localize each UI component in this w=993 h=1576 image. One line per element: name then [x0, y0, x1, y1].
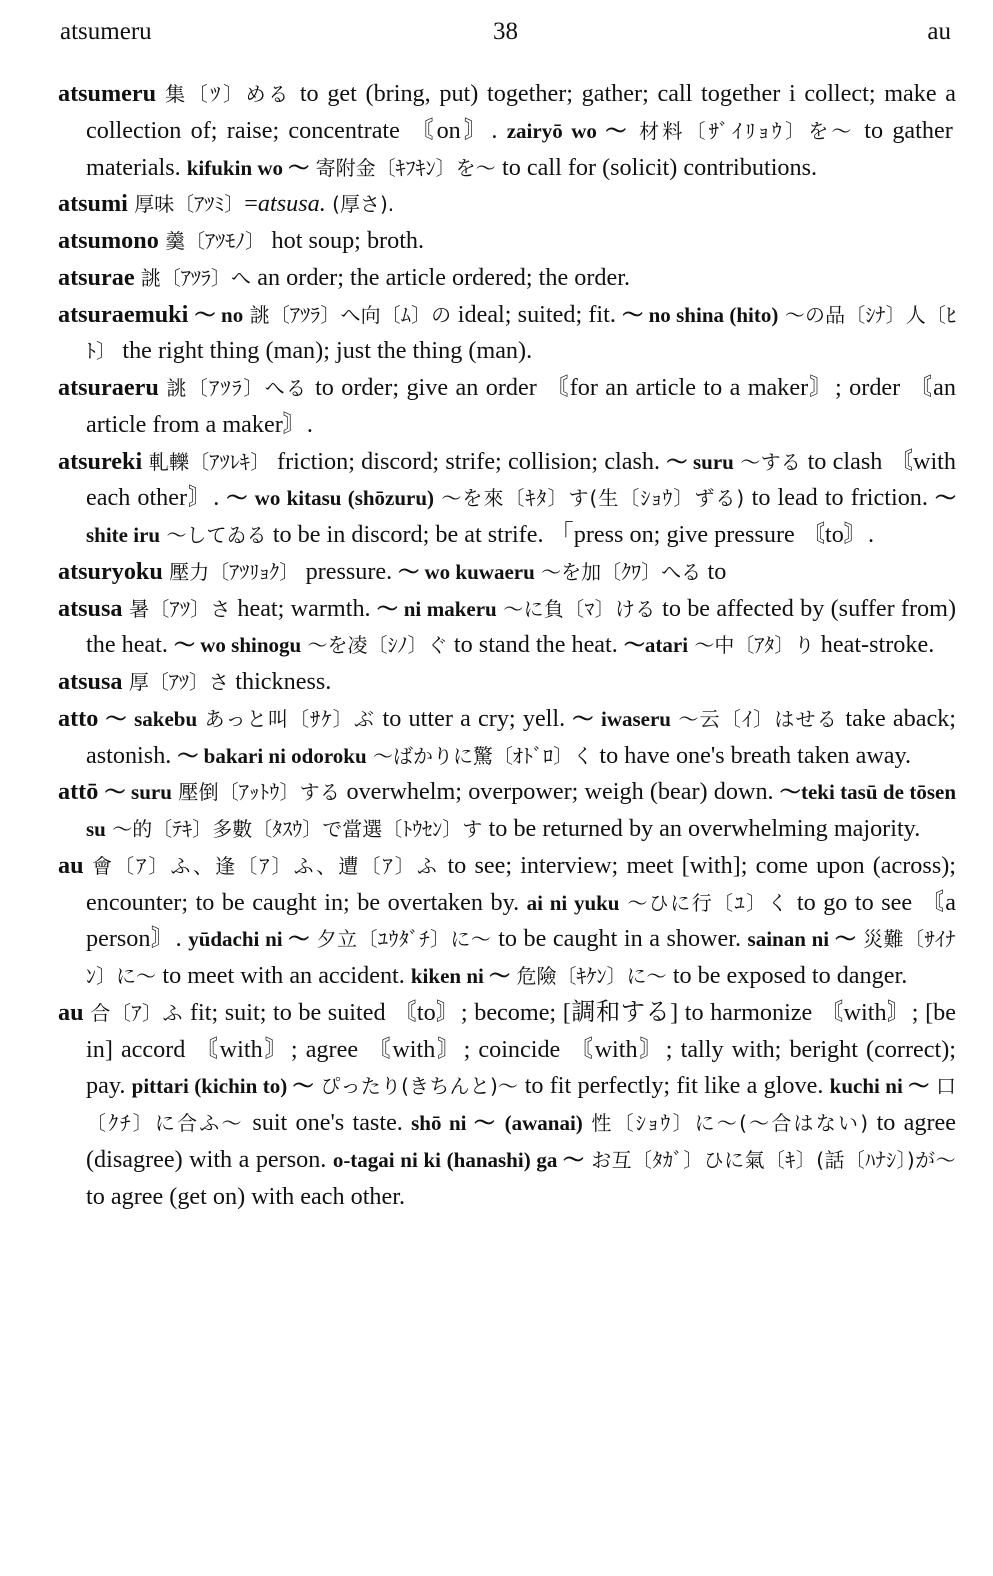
definition-text: heat; warmth.: [237, 594, 377, 622]
headword: atsureki: [58, 447, 143, 475]
definition-text: to agree (disagree) with a person.: [86, 1109, 957, 1173]
headword: attō: [58, 778, 99, 806]
definition-text: =: [244, 190, 258, 218]
definition-text: to call for (solicit) contributions.: [502, 153, 818, 181]
definition-text: the right thing (man); just the thing (man).: [122, 337, 533, 365]
definition-text: ideal; suited; fit.: [457, 300, 623, 328]
definition-text: an order; the article ordered; the order.: [257, 263, 631, 291]
japanese-text: 合〔ｱ〕ふ: [83, 1000, 190, 1025]
example-phrase: ～ shite iru: [86, 486, 956, 547]
japanese-text: 厚〔ｱﾂ〕さ: [122, 670, 236, 694]
example-phrase: ～ suru: [104, 780, 172, 805]
definition-text: suit one's taste.: [252, 1109, 412, 1136]
japanese-text: ～を來〔ｷﾀ〕す(生〔ｼｮｳ〕ずる): [434, 486, 752, 511]
headword: au: [58, 998, 84, 1026]
entry-list: [58, 76, 956, 1215]
definition-text: overwhelm; overpower; weigh (bear) down.: [346, 778, 780, 806]
example-phrase: ai ni yuku: [526, 890, 620, 915]
example-phrase: ～ suru: [666, 449, 734, 474]
japanese-text: ～に負〔ﾏ〕ける: [496, 596, 663, 621]
japanese-text: ～的〔ﾃｷ〕多數〔ﾀｽｳ〕で當選〔ﾄｳｾﾝ〕す: [105, 817, 489, 841]
japanese-text: (厚さ).: [325, 192, 395, 217]
definition-text: to be returned by an overwhelming majority.: [488, 815, 921, 842]
definition-text: to go to see 〘a person〙.: [86, 888, 957, 953]
headword: atsumeru: [58, 80, 157, 107]
dictionary-entry: [58, 260, 956, 297]
japanese-text: あっと叫〔ｻｹ〕ぶ: [197, 706, 383, 731]
definition-text: to agree (get on) with each other.: [86, 1182, 406, 1210]
example-phrase: o-tagai ni ki (hanashi) ga ～: [332, 1147, 585, 1172]
dictionary-entry: [58, 76, 956, 186]
example-phrase: kuchi ni ～: [829, 1074, 930, 1099]
japanese-text: ～を凌〔ｼﾉ〕ぐ: [301, 633, 454, 658]
japanese-text: ～中〔ｱﾀ〕り: [688, 633, 821, 658]
japanese-text: 軋轢〔ｱﾂﾚｷ〕: [142, 449, 278, 474]
dictionary-entry: [58, 554, 956, 591]
headword: atsumi: [58, 190, 128, 218]
example-phrase: ～atari: [623, 633, 689, 658]
japanese-text: 材料〔ｻﾞｲﾘｮｳ〕を～: [629, 118, 865, 143]
definition-text: to meet with an accident.: [162, 962, 411, 989]
headword: atto: [58, 704, 99, 732]
dictionary-entry: [58, 297, 956, 371]
japanese-text: 災難〔ｻｲﾅﾝ〕に～: [86, 927, 956, 988]
definition-text: to stand the heat.: [453, 631, 624, 659]
example-phrase: shō ni ～ (awanai): [411, 1111, 583, 1135]
example-phrase: ～teki tasū de tōsen su: [86, 780, 956, 841]
definition-text: to get (bring, put) together; gather; call together i collect; make a collection of; raise; concentrate 〘on〙.: [86, 80, 957, 144]
definition-text: to have one's breath taken away.: [599, 741, 912, 769]
definition-text: to clash 〘with each other〙.: [86, 447, 956, 512]
japanese-text: ～する: [733, 449, 808, 474]
example-phrase: ～ no: [194, 302, 244, 327]
headword: atsusa: [58, 594, 123, 622]
japanese-text: ～の品〔ｼﾅ〕人〔ﾋﾄ〕: [86, 302, 957, 364]
japanese-text: ～を加〔ｸﾜ〕へる: [534, 559, 708, 584]
japanese-text: 壓力〔ｱﾂﾘｮｸ〕: [162, 559, 306, 584]
definition-text: take aback; astonish.: [86, 704, 957, 769]
headword: atsuryoku: [58, 557, 163, 585]
headword: atsusa: [58, 668, 123, 695]
japanese-text: 性〔ｼｮｳ〕に～(～合はない): [582, 1111, 877, 1135]
japanese-text: 危險〔ｷｹﾝ〕に～: [510, 964, 673, 988]
example-phrase: ～ wo shinogu: [173, 633, 302, 658]
definition-text: to be in discord; be at strife. 「press on; give pressure 〘to〙.: [272, 521, 875, 548]
japanese-text: 壓倒〔ｱｯﾄｳ〕する: [171, 780, 347, 805]
example-phrase: kiken ni ～: [410, 964, 511, 988]
japanese-text: 誂〔ｱﾂﾗ〕へる: [158, 376, 316, 400]
japanese-text: ～ばかりに驚〔ｵﾄﾞﾛ〕く: [366, 743, 600, 768]
dictionary-entry: [58, 370, 956, 444]
definition-text: [98, 705, 105, 732]
definition-text: heat-stroke.: [820, 631, 935, 659]
dictionary-entry: [58, 848, 956, 995]
definition-text: to be caught in a shower.: [498, 925, 748, 953]
japanese-text: 口〔ｸﾁ〕に合ふ～: [86, 1074, 956, 1135]
japanese-text: 羹〔ｱﾂﾓﾉ〕: [158, 229, 272, 253]
dictionary-entry: [58, 701, 956, 775]
running-head-right: au: [927, 18, 951, 45]
headword: atsuraemuki: [58, 300, 189, 328]
example-phrase: ～ wo kitasu (shōzuru): [226, 486, 435, 511]
example-phrase: ～ iwaseru: [572, 706, 671, 731]
definition-text: fit; suit; to be suited 〘to〙; become; [調和する] to harmonize 〘with〙; [be in] accord 〘with〙; agree 〘with〙; coincide 〘with〙; tally with; beright (correct); pay.: [86, 998, 956, 1100]
definition-text: to be affected by (suffer from) the heat.: [86, 594, 957, 659]
japanese-text: ～してゐる: [160, 523, 273, 547]
example-phrase: ～ no shina (hito): [622, 302, 779, 327]
japanese-text: ～ひに行〔ﾕ〕く: [619, 890, 797, 915]
definition-text: thickness.: [235, 668, 332, 695]
definition-text: to utter a cry; yell.: [382, 704, 573, 732]
dictionary-entry: [58, 223, 956, 260]
example-phrase: ～ ni makeru: [376, 596, 497, 621]
headword: atsumono: [58, 227, 159, 254]
definition-text: friction; discord; strife; collision; clash.: [277, 447, 667, 475]
example-phrase: ～ bakari ni odoroku: [177, 743, 367, 768]
definition-text: hot soup; broth.: [271, 227, 425, 254]
definition-text: to: [707, 557, 727, 585]
japanese-text: 暑〔ｱﾂ〕さ: [122, 596, 238, 621]
japanese-text: 會〔ｱ〕ふ、逢〔ｱ〕ふ、遭〔ｱ〕ふ: [83, 853, 448, 878]
example-phrase: pittari (kichin to) ～: [131, 1074, 314, 1099]
headword: atsurae: [58, 263, 135, 291]
japanese-text: 誂〔ｱﾂﾗ〕へ向〔ﾑ〕の: [243, 302, 458, 327]
example-phrase: kifukin wo ～: [186, 155, 310, 180]
example-phrase: zairyō wo ～: [506, 118, 630, 143]
example-phrase: sainan ni ～: [747, 927, 857, 952]
japanese-text: 寄附金〔ｷﾌｷﾝ〕を～: [309, 155, 503, 180]
dictionary-entry: [58, 995, 956, 1216]
example-phrase: ～ sakebu: [105, 706, 198, 731]
definition-text: to lead to friction.: [751, 484, 935, 512]
japanese-text: 誂〔ｱﾂﾗ〕へ: [134, 265, 258, 290]
definition-text: to see; interview; meet [with]; come upon (across); encounter; to be caught in; be overtaken by.: [86, 851, 957, 916]
definition-text: to fit perfectly; fit like a glove.: [524, 1072, 830, 1100]
japanese-text: 集〔ﾂ〕める: [156, 82, 300, 106]
dictionary-entry: [58, 591, 956, 665]
definition-text: pressure.: [305, 557, 399, 585]
example-phrase: ～ wo kuwaeru: [398, 559, 535, 584]
page-number: 38: [493, 18, 518, 45]
example-phrase: yūdachi ni ～: [188, 927, 310, 952]
definition-text: to gather materials.: [86, 116, 953, 181]
japanese-text: 夕立〔ﾕｳﾀﾞﾁ〕に～: [309, 927, 499, 952]
dictionary-entry: [58, 186, 956, 223]
page-header: [60, 18, 951, 54]
dictionary-entry: [58, 664, 956, 701]
headword: au: [58, 851, 84, 879]
japanese-text: ～云〔ｲ〕はせる: [670, 706, 846, 731]
dictionary-entry: [58, 774, 956, 848]
running-head-left: atsumeru: [60, 18, 152, 45]
japanese-text: ぴったり(きちんと)～: [313, 1074, 525, 1099]
definition-text: to be exposed to danger.: [672, 962, 908, 989]
dictionary-entry: [58, 444, 956, 554]
definition-text: to order; give an order 〘for an article to a maker〙; order 〘an article from a maker〙.: [86, 374, 956, 438]
headword: atsuraeru: [58, 374, 159, 401]
japanese-text: お互〔ﾀｶﾞ〕ひに氣〔ｷ〕(話〔ﾊﾅｼ〕)が～: [584, 1147, 956, 1172]
cross-reference: atsusa.: [257, 190, 326, 218]
japanese-text: 厚味〔ｱﾂﾐ〕: [127, 192, 245, 217]
